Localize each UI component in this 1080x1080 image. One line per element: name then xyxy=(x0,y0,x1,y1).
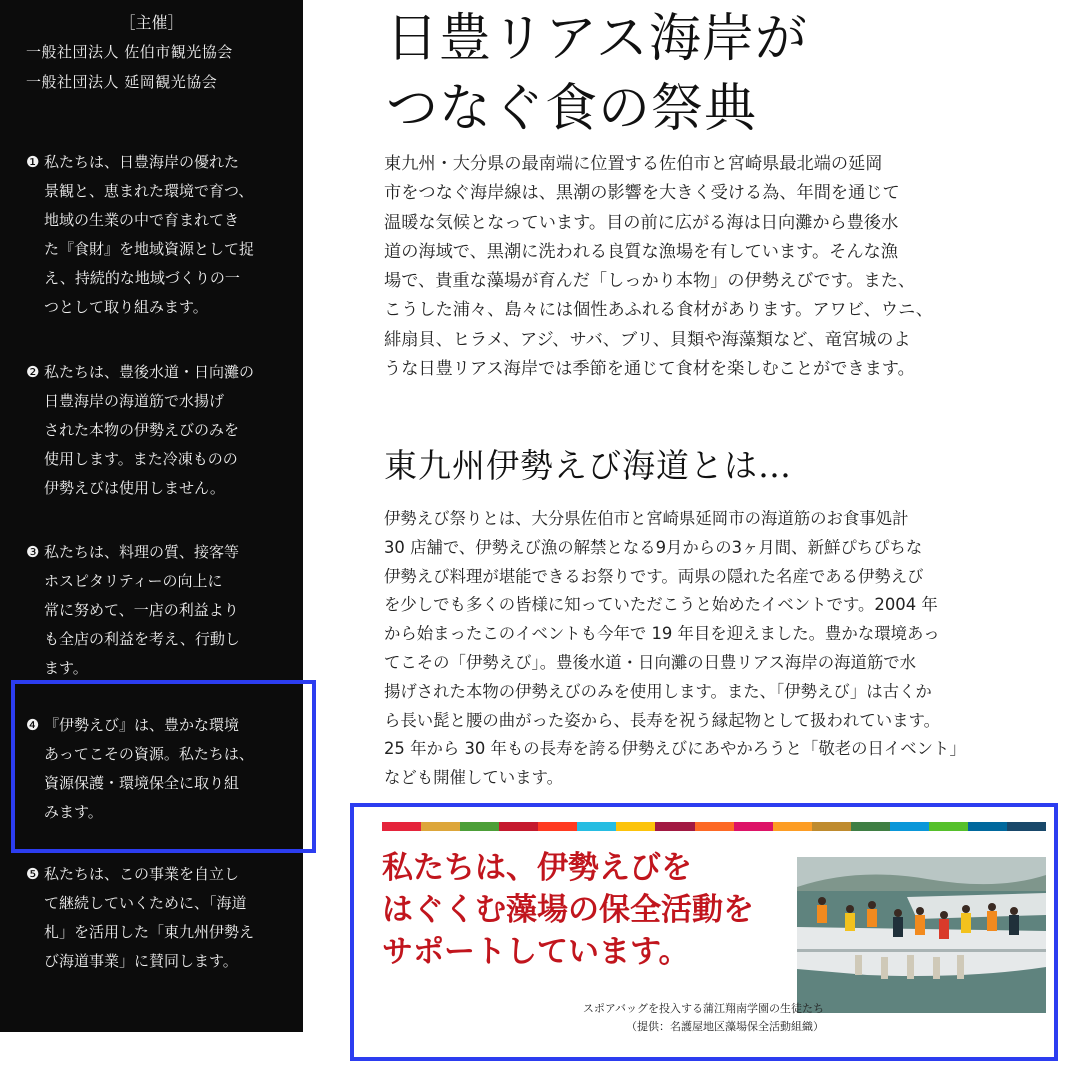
principle-number: ❺ xyxy=(26,865,40,883)
principle-2: ❷ 私たちは、豊後水道・日向灘の 日豊海岸の海道筋で水揚げ された本物の伊勢えびのみを 使用します。また冷凍ものの 伊勢えびは使用しません。 xyxy=(26,358,270,503)
photo-boat-far xyxy=(907,893,1046,919)
color-strip-segment xyxy=(773,822,812,831)
intro-paragraph: 東九州・大分県の最南端に位置する佐伯市と宮崎県最北端の延岡 市をつなぐ海岸線は、黒潮の影響を大きく受ける為、年間を通じて 温暖な気候となっています。目の前に広がる海は日向灘から豊後水 道の海域で、黒潮に洗われる良質な漁場を有しています。そんな漁 場で、貴重な藻場が育んだ「しっかり本物」の伊勢えびです。また、 こうした浦々、島々には個性あふれる食材があります。アワビ、ウニ、 緋扇貝、ヒラメ、アジ、サバ、ブリ、貝類や海藻類など、竜宮城のよ うな日豊リアス海岸では季節を通じて食材を楽しむことができます。 xyxy=(384,154,933,380)
principle-5: ❺ 私たちは、この事業を自立し て継続していくために、「海道 札」を活用した「東九州伊勢え び海道事業」に賛同します。 xyxy=(26,860,270,976)
principle-number: ❹ xyxy=(26,716,40,734)
photo-boat-trim xyxy=(797,949,1046,952)
color-strip-segment xyxy=(929,822,968,831)
students-boat-photo xyxy=(797,857,1046,1013)
principle-3: ❸ 私たちは、料理の質、接客等 ホスピタリティーの向上に 常に努めて、一店の利益より も全店の利益を考え、行動し ます。 xyxy=(26,538,270,683)
organizer-nobeoka: 一般社団法人 延岡観光協会 xyxy=(26,73,218,91)
color-strip-segment xyxy=(812,822,851,831)
principle-number: ❶ xyxy=(26,153,40,171)
color-strip-segment xyxy=(695,822,734,831)
support-headline: 私たちは、伊勢えびを はぐくむ藻場の保全活動を サポートしています。 xyxy=(382,850,754,970)
color-strip-segment xyxy=(382,822,421,831)
sidebar-principles xyxy=(0,0,303,1032)
color-strip-segment xyxy=(460,822,499,831)
about-paragraph: 伊勢えび祭りとは、大分県佐伯市と宮崎県延岡市の海道筋のお食事処計 30 店舗で、伊勢えび漁の解禁となる9月からの3ヶ月間、新鮮ぴちぴちな 伊勢えび料理が堪能できるお祭りです。両県の隠れた名産である伊勢えび を少しでも多くの皆様に知っていただこうと始めたイベントです。2004 年 から始まったこのイベントも今年で 19 年目を迎えました。豊かな環境あっ てこその「伊勢えび」。豊後水道・日向灘の日豊リアス海岸の海道筋で水 揚げされた本物の伊勢えびのみを使用します。また、「伊勢えび」は古くか ら長い髭と腰の曲がった姿から、長寿を祝う縁起物として扱われています。 25 年から 30 年もの長寿を誇る伊勢えびにあやかろうと「敬老の日イベント」 なども開催しています。 xyxy=(384,509,966,788)
color-strip-segment xyxy=(734,822,773,831)
principle-1: ❶ 私たちは、日豊海岸の優れた 景観と、恵まれた環境で育つ、 地域の生業の中で育まれてき た『食財』を地域資源として捉 え、持続的な地域づくりの一 つとして取り組みます。 xyxy=(26,148,270,322)
color-strip-segment xyxy=(1007,822,1046,831)
photo-credit: （提供：名護屋地区藻場保全活動組織） xyxy=(626,1020,824,1033)
color-strip-segment xyxy=(538,822,577,831)
color-strip-segment xyxy=(616,822,655,831)
color-strip-segment xyxy=(499,822,538,831)
color-strip-segment xyxy=(655,822,694,831)
principle-4: ❹ 『伊勢えび』は、豊かな環境 あってこその資源。私たちは、 資源保護・環境保全に取り組 みます。 xyxy=(26,711,270,827)
color-strip-segment xyxy=(968,822,1007,831)
sdgs-color-strip xyxy=(382,822,1046,831)
photo-caption: スポアバッグを投入する蒲江翔南学園の生徒たち xyxy=(582,1002,824,1015)
organizer-saiki: 一般社団法人 佐伯市観光協会 xyxy=(26,43,233,61)
main-title: 日豊リアス海岸が つなぐ食の祭典 xyxy=(386,9,808,139)
color-strip-segment xyxy=(851,822,890,831)
color-strip-segment xyxy=(421,822,460,831)
principle-number: ❸ xyxy=(26,543,40,561)
section-title: 東九州伊勢えび海道とは… xyxy=(384,446,792,485)
organizer-label: ［主催］ xyxy=(119,13,184,32)
principle-number: ❷ xyxy=(26,363,40,381)
color-strip-segment xyxy=(577,822,616,831)
color-strip-segment xyxy=(890,822,929,831)
